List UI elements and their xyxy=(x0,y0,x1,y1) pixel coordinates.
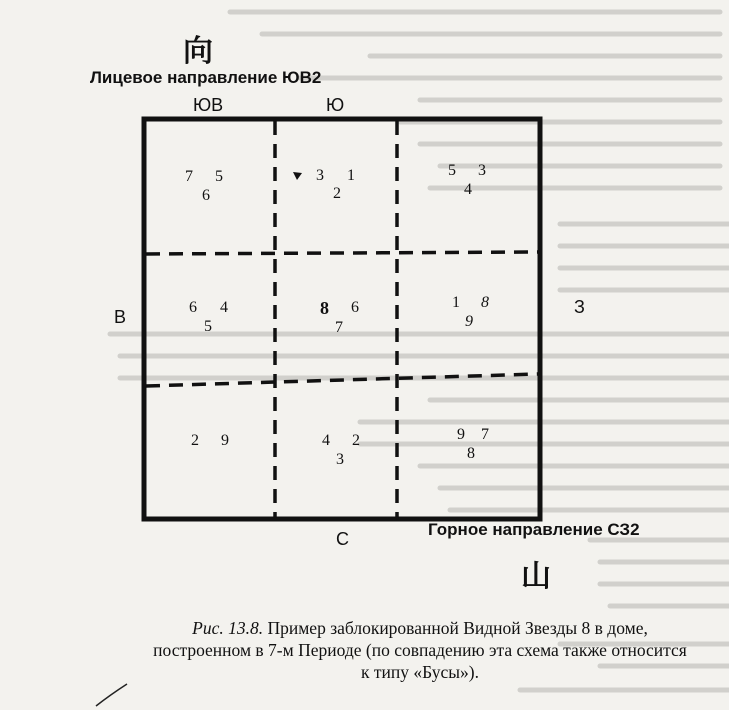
palace-sw-star-c: 4 xyxy=(464,181,472,198)
palace-w-star-a: 1 xyxy=(452,294,460,311)
ink-mark xyxy=(293,172,302,180)
palace-center-star-a: 8 xyxy=(320,298,329,318)
palace-se-star-c: 6 xyxy=(202,187,210,204)
figure-caption xyxy=(150,617,690,683)
palace-nw-star-c: 8 xyxy=(467,445,475,462)
mountain-direction-label: Горное направление СЗ2 xyxy=(428,520,640,539)
palace-n-star-c: 3 xyxy=(336,451,344,468)
palace-nw-star-a: 9 xyxy=(457,426,465,443)
palace-e-star-c: 5 xyxy=(204,318,212,335)
palace-nw-star-b: 7 xyxy=(481,426,489,443)
palace-s-star-b: 1 xyxy=(347,167,355,184)
palace-e-star-b: 4 xyxy=(220,299,228,316)
direction-label-w: З xyxy=(574,297,585,317)
palace-n-star-b: 2 xyxy=(352,432,360,449)
palace-sw-star-a: 5 xyxy=(448,162,456,179)
palace-se-star-a: 7 xyxy=(185,168,193,185)
palace-n-star-a: 4 xyxy=(322,432,330,449)
palace-s-star-c: 2 xyxy=(333,185,341,202)
palace-s-star-a: 3 xyxy=(316,167,324,184)
palace-ne-star-b: 9 xyxy=(221,432,229,449)
direction-label-n: С xyxy=(336,529,349,549)
caption-line-3: к типу «Бусы»). xyxy=(361,662,479,682)
facing-direction-label: Лицевое направление ЮВ2 xyxy=(90,68,322,87)
caption-line-2: построенном в 7-м Периоде (по совпадению эта схема также относится xyxy=(153,640,687,660)
direction-label-s: Ю xyxy=(326,95,345,115)
palace-center-star-b: 6 xyxy=(351,299,359,316)
palace-e-star-a: 6 xyxy=(189,299,197,316)
palace-w-star-b: 8 xyxy=(481,294,489,311)
palace-w-star-c: 9 xyxy=(465,313,473,330)
palace-center-star-c: 7 xyxy=(335,319,343,336)
palace-ne-star-a: 2 xyxy=(191,432,199,449)
divider-horizontal-top xyxy=(146,252,538,254)
mountain-glyph: 山 xyxy=(521,559,551,594)
facing-glyph: 向 xyxy=(183,34,213,69)
direction-label-se: ЮВ xyxy=(193,95,224,115)
direction-label-e: В xyxy=(114,307,127,327)
caption-line-1: Пример заблокированной Видной Звезды 8 в доме, xyxy=(267,618,648,638)
caption-figure-number: Рис. 13.8. xyxy=(192,618,264,638)
palace-se-star-b: 5 xyxy=(215,168,223,185)
divider-horizontal-bottom xyxy=(146,374,538,386)
palace-sw-star-b: 3 xyxy=(478,162,486,179)
